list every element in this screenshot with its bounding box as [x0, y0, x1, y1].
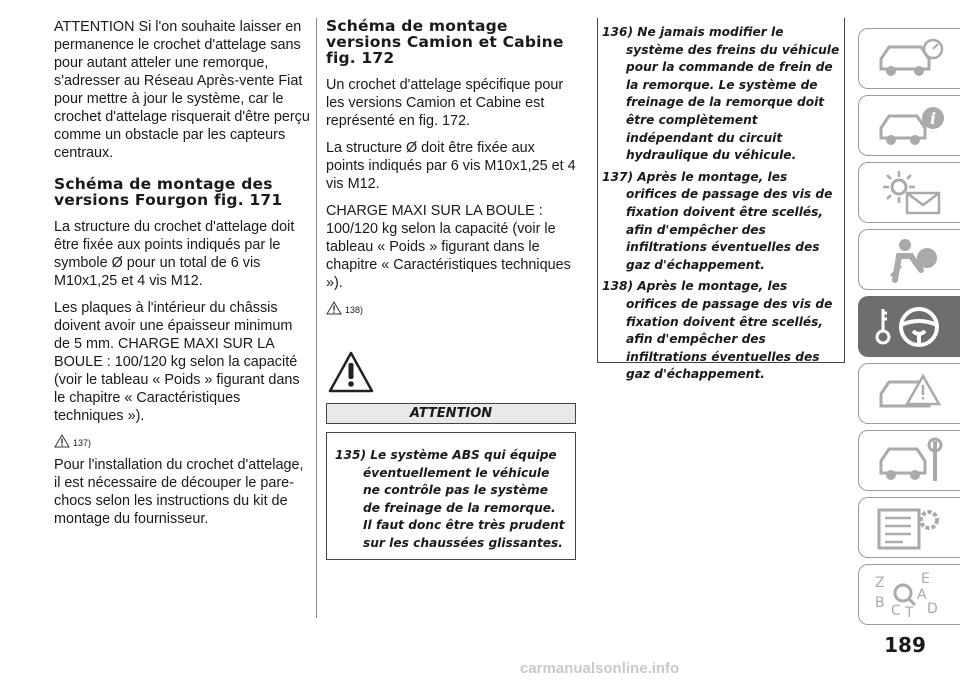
- list-gear-icon: [873, 504, 949, 552]
- paragraph-structure: La structure du crochet d'attelage doit être fixée aux points indiqués par le symbole Ø pour un total de 6 vis M10x1,25 et 4 vis M12.: [54, 219, 295, 289]
- car-info-icon: [873, 102, 949, 150]
- column-right: [597, 18, 845, 382]
- attention-box: [326, 432, 576, 560]
- reference-number: 137): [73, 438, 92, 448]
- column-middle: [326, 18, 576, 560]
- page-number: 189: [884, 633, 926, 657]
- attention-paragraph: ATTENTION Si l'on souhaite laisser en permanence le crochet d'attelage sans pour autant atteler une remorque, s'adresser au Réseau Après-vente Fiat pour mettre à jour le système, car le crochet d'attelage risquerait d'être perçu comme un obstacle par les capteurs centraux.: [54, 19, 310, 161]
- svg-text:C: C: [891, 603, 901, 619]
- notes-box: [597, 18, 845, 382]
- note-136: 136) Ne jamais modifier le système des freins du véhicule pour la commande de frein de la remorque. Le système de freinage de la remorque doit être complètement indépendant du circuit hydraulique du véhicule.: [602, 25, 840, 163]
- paragraph-plates: Les plaques à l'intérieur du châssis doivent avoir une épaisseur minimum de 5 mm. CHARGE MAXI SUR LA BOULE : 100/120 kg selon la capacité (voir le tableau « Poids » figurant dans le chapitre « Caractéristiques techniques »).: [54, 300, 300, 424]
- paragraph-max-load: CHARGE MAXI SUR LA BOULE : 100/120 kg selon la capacité (voir le tableau « Poids » figurant dans le chapitre « Caractéristiques techniques »).: [326, 203, 571, 291]
- tab-specifications[interactable]: [858, 497, 960, 558]
- column-divider: [316, 18, 317, 618]
- heading-fourgon: Schéma de montage des versions Fourgon fig. 171: [54, 175, 283, 209]
- paragraph-installation: Pour l'installation du crochet d'attelage, il est nécessaire de découper le pare-chocs selon les instructions du kit de montage du fournisseur.: [54, 457, 304, 527]
- car-warning-icon: [873, 370, 949, 418]
- warning-triangle-icon: [326, 301, 342, 315]
- tab-maintenance[interactable]: [858, 430, 960, 491]
- svg-text:A: A: [917, 587, 927, 603]
- column-left: [54, 18, 310, 537]
- paragraph-specific-hook: Un crochet d'attelage spécifique pour les versions Camion et Cabine est représenté en fig. 172.: [326, 77, 564, 129]
- heading-camion: Schéma de montage versions Camion et Cabine fig. 172: [326, 17, 564, 67]
- tab-warnings[interactable]: [858, 363, 960, 424]
- tab-info[interactable]: [858, 95, 960, 156]
- paragraph-structure-points: La structure Ø doit être fixée aux points indiqués par 6 vis M10x1,25 et 4 vis M12.: [326, 140, 576, 192]
- note-135: 135) Le système ABS qui équipe éventuellement le véhicule ne contrôle pas le système de freinage de la remorque. Il faut donc être très prudent sur les chaussées glissantes.: [335, 448, 565, 550]
- reference-number: 138): [345, 305, 364, 315]
- svg-text:B: B: [875, 595, 885, 611]
- tab-safety[interactable]: [858, 229, 960, 290]
- tab-dashboard[interactable]: [858, 28, 960, 89]
- car-dashboard-icon: [873, 35, 949, 83]
- car-wrench-icon: [873, 437, 949, 485]
- sun-mail-icon: [873, 169, 949, 217]
- alphabet-index-icon: [873, 571, 949, 619]
- warning-triangle-icon: [54, 434, 70, 448]
- watermark: carmanualsonline.info: [520, 660, 680, 677]
- warning-reference: [54, 434, 310, 448]
- svg-text:T: T: [905, 605, 914, 619]
- tab-driving[interactable]: [858, 296, 960, 357]
- key-steering-wheel-icon: [873, 303, 949, 351]
- note-138: 138) Après le montage, les orifices de passage des vis de fixation doivent être scellés, afin d'empêcher des infiltrations éventuelles des gaz d'échappement.: [602, 279, 833, 382]
- note-137: 137) Après le montage, les orifices de passage des vis de fixation doivent être scellés, afin d'empêcher des infiltrations éventuelles des gaz d'échappement.: [602, 169, 833, 272]
- svg-text:E: E: [921, 571, 930, 587]
- svg-text:Z: Z: [875, 575, 885, 591]
- svg-text:i: i: [930, 109, 937, 128]
- large-warning-triangle-icon: [328, 351, 374, 393]
- airbag-person-icon: [873, 236, 949, 284]
- attention-banner: ATTENTION: [326, 403, 576, 424]
- warning-reference: [326, 301, 576, 315]
- tab-index[interactable]: [858, 564, 960, 625]
- tab-lights-mail[interactable]: [858, 162, 960, 223]
- svg-text:D: D: [927, 601, 938, 617]
